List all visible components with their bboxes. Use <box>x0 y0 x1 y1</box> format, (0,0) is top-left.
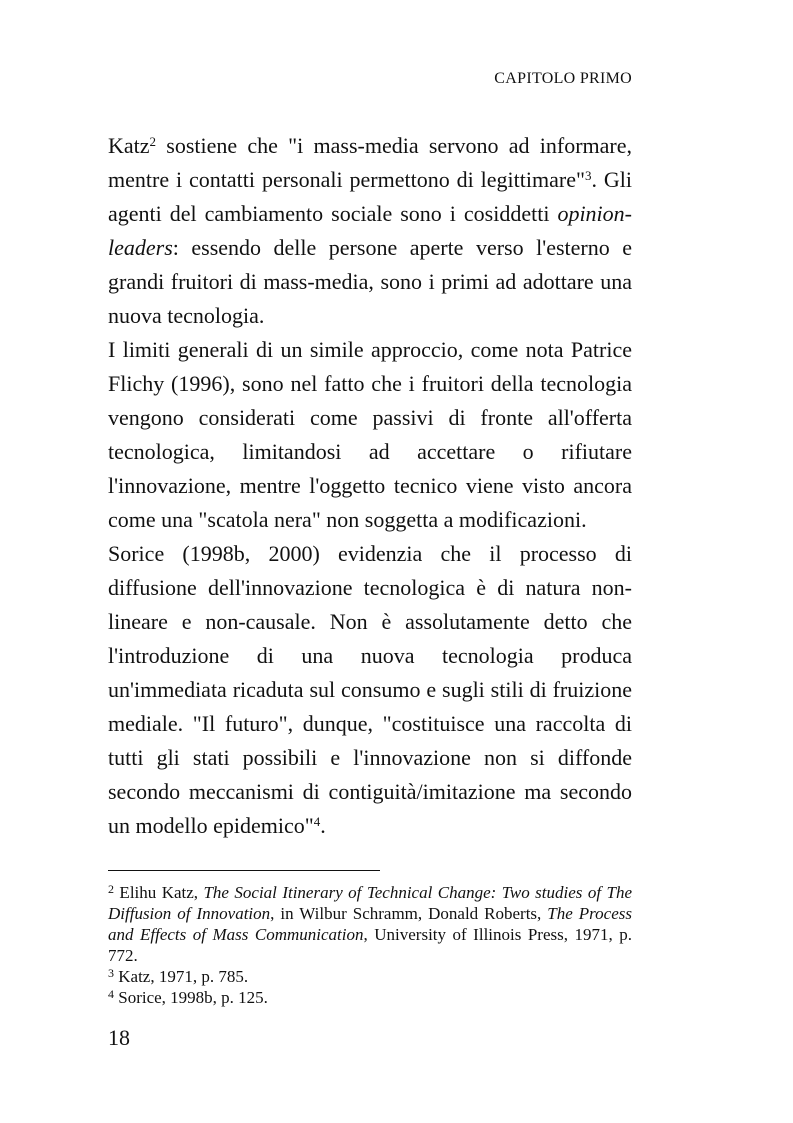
paragraph-1-text-a: Katz <box>108 133 150 158</box>
footnotes <box>108 882 632 1008</box>
footnote-2-text-a: Elihu Katz, <box>114 883 204 902</box>
footnote-3-text: Katz, 1971, p. 785. <box>114 967 249 986</box>
footnote-4 <box>108 987 632 1008</box>
paragraph-1-text-d: : essendo delle persone aperte verso l'esterno e grandi fruitori di mass-media, sono i primi ad adottare una nuova tecnologia. <box>108 235 632 328</box>
body-text <box>108 129 632 843</box>
footnote-2-text-c: , University of Illinois Press, 1971, p. 772. <box>108 925 633 965</box>
paragraph-3-text-b: . <box>320 813 326 838</box>
page-number: 18 <box>108 1025 130 1050</box>
footnote-ref-4: 4 <box>313 814 321 829</box>
footnote-2 <box>108 882 632 966</box>
italic-term: opinion-leaders <box>108 201 632 260</box>
paragraph-3-text-a: Sorice (1998b, 2000) evidenzia che il processo di diffusione dell'innovazione tecnologica è di natura non-lineare e non-causale. Non è assolutamente detto che l'introduzione di una nuova tecnologia produca un'immediata ricaduta sul consumo e sugli stili di fruizione mediale. "Il futuro", dunque, "costituisce una raccolta di tutti gli stati possibili e l'innovazione non si diffonde secondo meccanismi di contiguità/imitazione ma secondo un modello epidemico" <box>108 541 632 838</box>
footnote-2-text-b: , in Wilbur Schramm, Donald Roberts, <box>270 904 548 923</box>
footnote-ref-3: 3 <box>584 168 592 183</box>
footnote-ref-2: 2 <box>149 134 157 149</box>
footnote-number: 3 <box>108 966 114 980</box>
footnote-3 <box>108 966 632 987</box>
footnote-2-title-a: The Social Itinerary of Technical Change: Two studies of The Diffusion of Innovation <box>108 883 632 923</box>
footnote-number: 4 <box>108 987 114 1001</box>
running-head: CAPITOLO PRIMO <box>494 70 632 87</box>
footnote-separator <box>108 870 380 871</box>
paragraph-1-text-b: sostiene che "i mass-media servono ad informare, mentre i contatti personali permettono di legittimare" <box>108 133 632 192</box>
footnote-number: 2 <box>108 882 114 896</box>
paragraph-1-text-c: . Gli agenti del cambiamento sociale sono i cosiddetti <box>108 167 632 226</box>
footnote-2-title-b: The Process and Effects of Mass Communication <box>108 904 632 944</box>
paragraph-2: I limiti generali di un simile approccio, come nota Patrice Flichy (1996), sono nel fatto che i fruitori della tecnologia vengono considerati come passivi di fronte all'offerta tecnologica, limitandosi ad accettare o rifiutare l'innovazione, mentre l'oggetto tecnico viene visto ancora come una "scatola nera" non soggetta a modificazioni. <box>108 337 632 532</box>
footnote-4-text: Sorice, 1998b, p. 125. <box>114 988 268 1007</box>
paragraph-3 <box>108 537 632 843</box>
paragraph-1 <box>108 129 632 333</box>
